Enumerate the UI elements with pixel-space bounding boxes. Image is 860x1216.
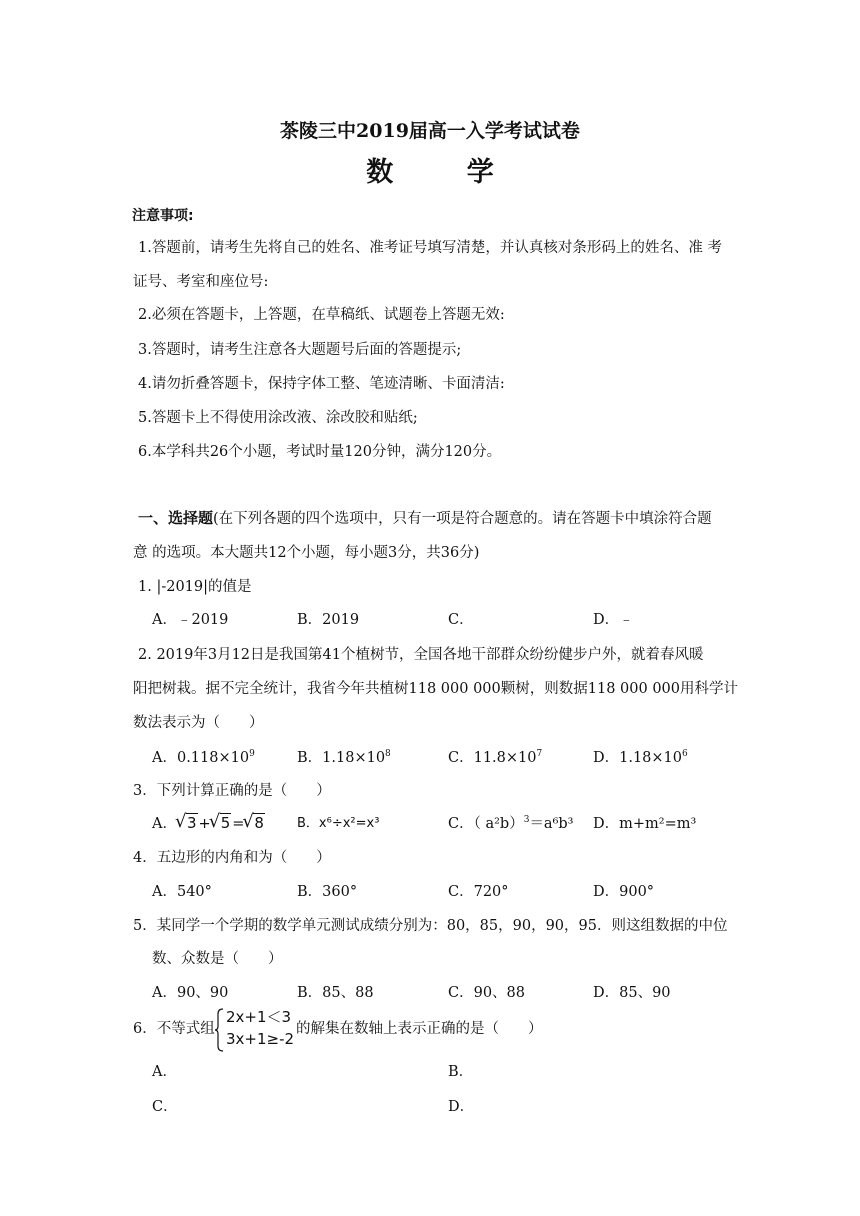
option-b: B．360° bbox=[297, 884, 358, 900]
inequality-2: 3x+1≥-2 bbox=[226, 1030, 295, 1048]
option-c bbox=[448, 812, 574, 833]
option-a-label: A． bbox=[152, 816, 177, 832]
option-a bbox=[152, 812, 266, 833]
radicand: 3 bbox=[186, 814, 197, 832]
notice-item: 4.请勿折叠答题卡，保持字体工整、笔迹清晰、卡面清洁: bbox=[138, 376, 505, 392]
question-stem: 的解集在数轴上表示正确的是（ ） bbox=[296, 1021, 543, 1037]
option-a: A．90、90 bbox=[152, 985, 229, 1001]
section-heading-line bbox=[138, 507, 712, 528]
question-stem: 2. 2019年3月12日是我国第41个植树节，全国各地干部群众纷纷健步户外，就着春风暖 bbox=[138, 647, 704, 663]
option-b-exponent: 8 bbox=[385, 749, 391, 759]
option-c-result: ＝a⁶b³ bbox=[529, 816, 574, 832]
sqrt-radical bbox=[177, 814, 198, 832]
question-stem: 数、众数是（ ） bbox=[152, 951, 283, 967]
sqrt-radical bbox=[244, 814, 265, 832]
option-a: A．540° bbox=[152, 884, 212, 900]
option-d-exponent: 6 bbox=[682, 749, 688, 759]
option-c: C．90、88 bbox=[448, 985, 525, 1001]
option-a: A．﹣2019 bbox=[152, 612, 229, 628]
notice-heading: 注意事项: bbox=[132, 208, 194, 224]
option-a: A． bbox=[152, 1064, 177, 1080]
option-c-base: C．（ a²b） bbox=[448, 816, 524, 832]
question-stem: 数法表示为（ ） bbox=[133, 715, 264, 731]
radicand: 5 bbox=[220, 814, 231, 832]
option-d-base: D．1.18×10 bbox=[593, 750, 683, 766]
option-b: B．x⁶÷x²=x³ bbox=[297, 816, 380, 831]
notice-item: 2.必须在答题卡，上答题，在草稿纸、试题卷上答题无效: bbox=[138, 307, 505, 323]
option-b: B．85、88 bbox=[297, 985, 374, 1001]
question-stem: 6．不等式组 bbox=[133, 1021, 215, 1037]
option-d: D．﹣ bbox=[593, 612, 634, 628]
option-c bbox=[448, 746, 542, 767]
section-description: (在下列各题的四个选项中，只有一项是符合题意的。请在答题卡中填涂符合题 bbox=[213, 511, 712, 527]
option-c-exponent: 3 bbox=[523, 815, 530, 825]
notice-item: 3.答题时，请考生注意各大题题号后面的答题提示; bbox=[138, 342, 462, 358]
question-stem: 3．下列计算正确的是（ ） bbox=[133, 783, 331, 799]
inequality-1: 2x+1＜3 bbox=[226, 1008, 292, 1026]
section-description: 意 的选项。本大题共12个小题，每小题3分，共36分) bbox=[133, 545, 480, 561]
subject-title: 数 学 bbox=[366, 157, 526, 188]
option-d: D．85、90 bbox=[593, 985, 671, 1001]
option-c: C． bbox=[152, 1099, 178, 1115]
left-brace-icon bbox=[214, 1008, 224, 1052]
question-stem: 4．五边形的内角和为（ ） bbox=[133, 850, 331, 866]
option-d: D．900° bbox=[593, 884, 655, 900]
section-title: 一、选择题 bbox=[138, 509, 214, 527]
option-c: C． bbox=[448, 612, 474, 628]
option-d: D．m+m²=m³ bbox=[593, 816, 697, 832]
plus-sign: + bbox=[198, 816, 211, 832]
option-b-base: B．1.18×10 bbox=[297, 750, 386, 766]
option-c: C．720° bbox=[448, 884, 509, 900]
exam-title: 茶陵三中2019届高一入学考试试卷 bbox=[280, 120, 580, 142]
option-c-base: C．11.8×10 bbox=[448, 750, 537, 766]
equals-sign: = bbox=[232, 816, 245, 832]
radicand: 8 bbox=[254, 814, 264, 832]
notice-item: 证号、考室和座位号: bbox=[133, 274, 269, 290]
option-b: B． bbox=[448, 1064, 474, 1080]
question-stem: 5．某同学一个学期的数学单元测试成绩分别为：80，85，90，90，95．则这组数据的中位 bbox=[133, 918, 728, 934]
option-c-exponent: 7 bbox=[536, 749, 543, 759]
option-d: D． bbox=[448, 1099, 475, 1115]
option-b bbox=[297, 746, 391, 767]
notice-item: 6.本学科共26个小题，考试时量120分钟，满分120分。 bbox=[138, 444, 502, 460]
option-a-base: A．0.118×10 bbox=[152, 750, 250, 766]
notice-item: 1.答题前，请考生先将自己的姓名、准考证号填写清楚，并认真核对条形码上的姓名、准 考 bbox=[138, 240, 722, 256]
notice-item: 5.答题卡上不得使用涂改液、涂改胶和贴纸; bbox=[138, 410, 418, 426]
option-d bbox=[593, 746, 688, 767]
option-a bbox=[152, 746, 255, 767]
question-stem: 1. |-2019|的值是 bbox=[138, 579, 252, 595]
option-b: B．2019 bbox=[297, 612, 360, 628]
sqrt-radical bbox=[211, 814, 232, 832]
question-stem: 阳把树栽。据不完全统计，我省今年共植树118 000 000颗树，则数据118 000 000用科学计 bbox=[133, 681, 738, 697]
option-a-exponent: 9 bbox=[249, 749, 255, 759]
